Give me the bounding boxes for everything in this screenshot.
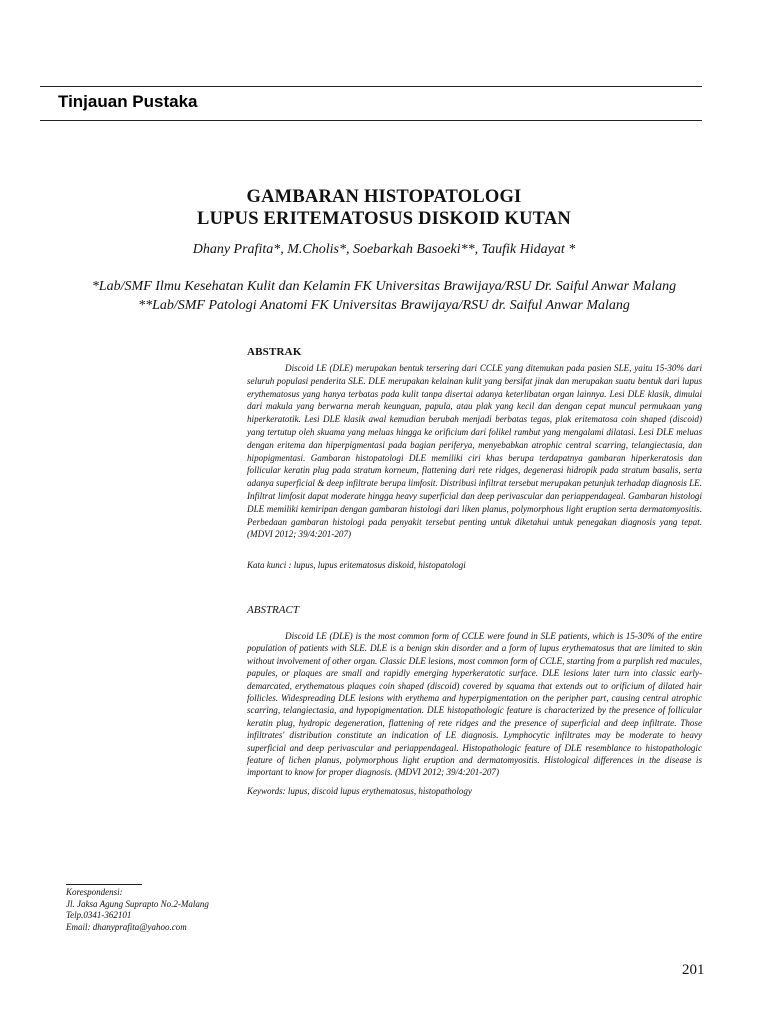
abstrak-body: Discoid LE (DLE) merupakan bentuk tersering dari CCLE yang ditemukan pada pasien SLE, yaitu 15-30% dari seluruh populasi penderita SLE. DLE merupakan kelainan kulit yang bersifat jinak dan merupakan suatu bentuk dari lupus erythematosus yang hanya terbatas pada kulit tanpa disertai adanya keterlibatan organ lainnya. Lesi DLE klasik, dimulai dari makula yang berwarna merah keunguan, papula, atau plak yang kecil dan dengan cepat muncul permukaan yang hiperkeratotik. Lesi DLE klasik awal kemudian berubah menjadi berbatas tegas, plak eritematosa coin shaped (discoid) yang tertutup oleh skuama yang meluas hingga ke orificium dari folikel rambut yang mengalami dilatasi. Lesi DLE meluas dengan eritema dan hiperpigmentasi pada bagian periferya, menyebabkan atrophic central scarring, telangiectasia, dan hipopigmentasi. Gambaran histopatologi DLE memiliki ciri khas berupa terdapatnya gambaran hiperkeratosis dan follicular keratin plug pada stratum korneum, flattening dari rete ridges, degenerasi hidropik pada stratum basalis, serta adanya superficial & deep infiltrate berupa limfosit. Distribusi infiltrat tersebut merupakan petunjuk terhadap diagnosis LE. Infiltrat limfosit dapat moderate hingga heavy superficial dan deep perivascular dan periappendageal. Gambaran histologi DLE memiliki kemiripan dengan gambaran histologi dari liken planus, polymorphous light eruption serta dermatomyositis. Perbedaan gambaran histologi pada penyakit tersebut penting untuk diketahui untuk penegakan diagnosis yang tepat. (MDVI 2012; 39/4:201-207): [247, 363, 703, 540]
correspondence-phone: Telp.0341-362101: [66, 910, 132, 921]
author-list: Dhany Prafita*, M.Cholis*, Soebarkah Basoeki**, Taufik Hidayat *: [192, 242, 576, 257]
abstract-body: Discoid LE (DLE) is the most common form of CCLE were found in SLE patients, which is 15-30% of the entire population of patients with SLE. DLE is a benign skin disorder and a form of lupus erythematosus that are limited to skin without involvement of other organ. Classic DLE lesions, most common form of CCLE, starting from a purplish red macules, papules, or plaques are small and rapidly emerging hyperkeratotic surface. DLE lesions later turn into classic early-demarcated, erythematous plaques coin shaped (discoid) covered by squama that extends out to orificium of dilated hair follicles. Widespreading DLE lesions with erythema and hyperpigmentation on the peripher part, causing central atrophic scarring, telangiectasia, and hypopigmentation. DLE histopathologic feature is characterized by the presence of follicular keratin plug, hydropic degeneration, flattening of rete ridges and the presence of superficial and deep infiltrate. Those infiltrates' distribution constitute an indication of LE diagnosis. Lymphocytic infiltrates may be moderate to heavy superficial and deep perivascular and periappendageal. Histopathologic feature of DLE resemblance to histopathologic feature of lichen planus, polymorphous light eruption and dermatomyositis. Histological differences in the disease is important to know for proper diagnosis. (MDVI 2012; 39/4:201-207): [247, 631, 702, 778]
abstrak-heading: ABSTRAK: [247, 346, 302, 358]
abstract-heading: ABSTRACT: [247, 604, 299, 616]
affiliations: [0, 277, 768, 315]
footnote-rule: [66, 884, 142, 885]
article-title-line-2: LUPUS ERITEMATOSUS DISKOID KUTAN: [197, 209, 571, 229]
header-bottom-rule: [40, 120, 702, 121]
correspondence-address: Jl. Jaksa Agung Suprapto No.2-Malang: [66, 898, 209, 909]
header-top-rule: [40, 86, 702, 87]
correspondence-label: Korespondensi:: [66, 887, 123, 897]
correspondence-email: Email: dhanyprafita@yahoo.com: [66, 921, 187, 932]
affiliation-2: **Lab/SMF Patologi Anatomi FK Universitas Brawijaya/RSU dr. Saiful Anwar Malang: [138, 298, 630, 313]
affiliation-1: *Lab/SMF Ilmu Kesehatan Kulit dan Kelamin FK Universitas Brawijaya/RSU Dr. Saiful Anwar Malang: [91, 279, 677, 294]
article-title-line-1: GAMBARAN HISTOPATOLOGI: [246, 187, 522, 207]
correspondence-block: [66, 887, 209, 933]
article-title: [0, 186, 768, 230]
abstract-keywords: Keywords: lupus, discoid lupus erythematosus, histopathology: [247, 786, 472, 796]
page-number: 201: [682, 962, 705, 978]
section-label: Tinjauan Pustaka: [58, 92, 198, 111]
abstrak-keywords: Kata kunci : lupus, lupus eritematosus diskoid, histopatologi: [247, 560, 466, 570]
